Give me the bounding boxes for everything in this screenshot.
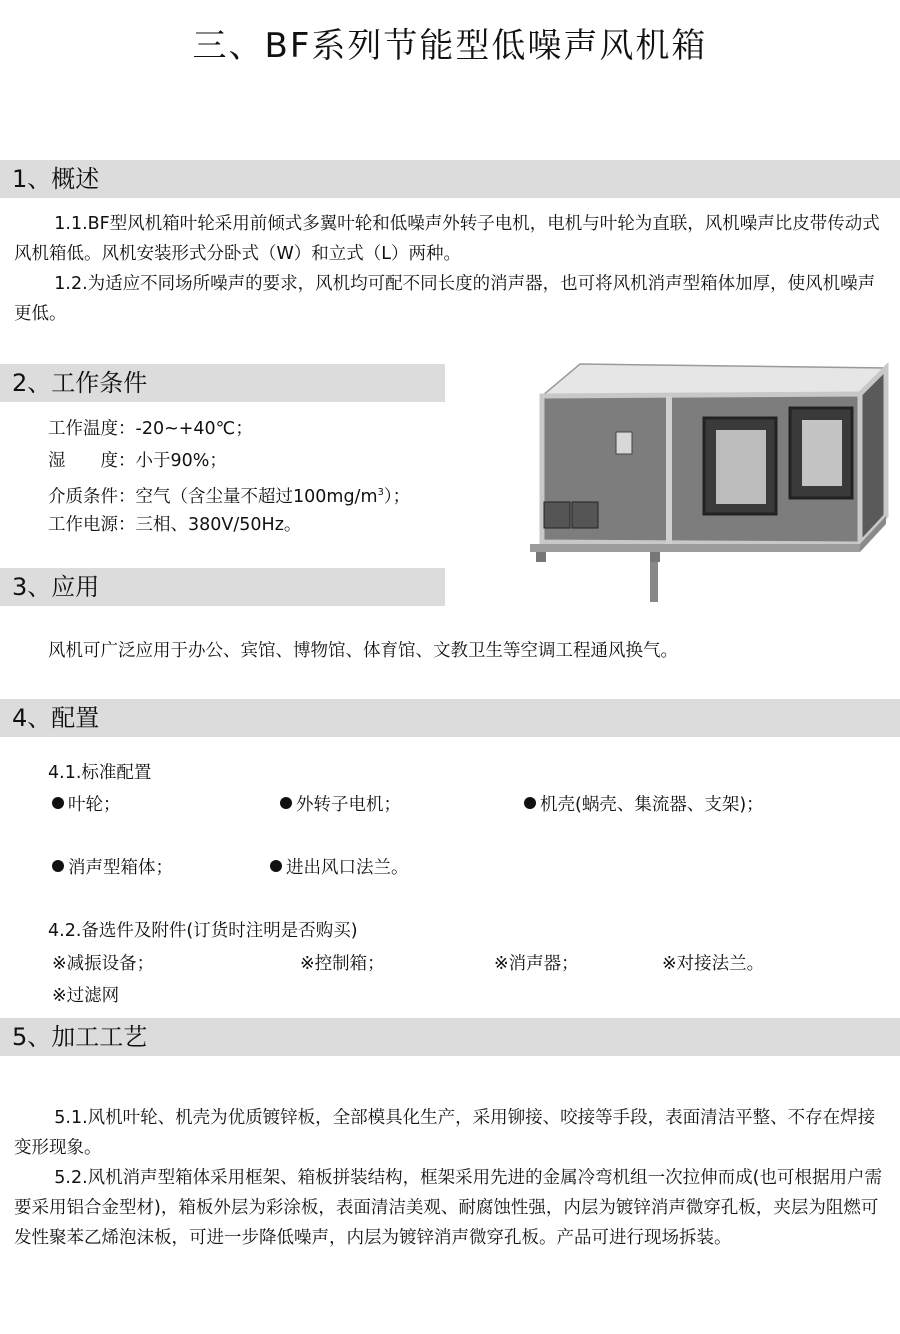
medium-end: ）； bbox=[383, 486, 411, 507]
page-title: 三、BF系列节能型低噪声风机箱 bbox=[192, 26, 708, 66]
opt-item-flange: ※对接法兰。 bbox=[662, 954, 765, 974]
bullet-icon bbox=[280, 797, 292, 809]
medium-conditions bbox=[48, 478, 410, 512]
process-text bbox=[14, 1103, 888, 1253]
section-heading-configuration: 4、配置 bbox=[0, 699, 900, 737]
opt-item-filter: ※过滤网 bbox=[52, 986, 120, 1006]
std-item-label: 机壳(蜗壳、集流器、支架)； bbox=[540, 795, 764, 815]
section-heading-application: 3、应用 bbox=[0, 568, 445, 606]
power-supply: 工作电源：三相、380V/50Hz。 bbox=[48, 515, 302, 535]
opt-item-silencer: ※消声器； bbox=[494, 954, 579, 974]
overview-text bbox=[14, 209, 888, 329]
std-item-label: 进出风口法兰。 bbox=[286, 858, 409, 878]
application-text: 风机可广泛应用于办公、宾馆、博物馆、体育馆、文教卫生等空调工程通风换气。 bbox=[48, 641, 678, 661]
bullet-icon bbox=[524, 797, 536, 809]
section-heading-process: 5、加工工艺 bbox=[0, 1018, 900, 1056]
standard-config-title: 4.1.标准配置 bbox=[48, 763, 152, 783]
medium-superscript: 3 bbox=[377, 487, 384, 498]
bullet-icon bbox=[52, 797, 64, 809]
humidity bbox=[48, 446, 227, 476]
std-item-label: 外转子电机； bbox=[296, 795, 401, 815]
optional-config-title: 4.2.备选件及附件(订货时注明是否购买) bbox=[48, 921, 358, 941]
std-item-motor bbox=[280, 790, 401, 820]
std-item-box bbox=[52, 853, 173, 883]
section-heading-conditions: 2、工作条件 bbox=[0, 364, 445, 402]
bullet-icon bbox=[270, 860, 282, 872]
medium-text: 介质条件：空气（含尘量不超过100mg/m bbox=[48, 486, 378, 507]
section-heading-overview: 1、概述 bbox=[0, 160, 900, 198]
bullet-icon bbox=[52, 860, 64, 872]
opt-item-damping: ※减振设备； bbox=[52, 954, 155, 974]
process-paragraph-2: 5.2.风机消声型箱体采用框架、箱板拼装结构，框架采用先进的金属冷弯机组一次拉伸而成(也可根据用户需要采用铝合金型材)，箱板外层为彩涂板，表面清洁美观、耐腐蚀性强，内层为镀锌消声微穿孔板，夹层为阻燃可发性聚苯乙烯泡沫板，可进一步降低噪声，内层为镀锌消声微穿孔板。产品可进行现场拆装。 bbox=[14, 1168, 882, 1248]
std-item-label: 消声型箱体； bbox=[68, 858, 173, 878]
fan-box-photo bbox=[520, 358, 898, 608]
overview-paragraph-2: 1.2.为适应不同场所噪声的要求，风机均可配不同长度的消声器，也可将风机消声型箱体加厚，使风机噪声更低。 bbox=[14, 274, 876, 324]
humidity-label: 湿 度： bbox=[48, 451, 136, 471]
std-item-casing bbox=[524, 790, 764, 820]
std-item-flange bbox=[270, 853, 409, 883]
opt-item-control-box: ※控制箱； bbox=[300, 954, 385, 974]
overview-paragraph-1: 1.1.BF型风机箱叶轮采用前倾式多翼叶轮和低噪声外转子电机，电机与叶轮为直联，风机噪声比皮带传动式风机箱低。风机安装形式分卧式（W）和立式（L）两种。 bbox=[14, 214, 880, 264]
std-item-label: 叶轮； bbox=[68, 795, 121, 815]
humidity-value: 小于90%； bbox=[135, 451, 227, 471]
std-item-impeller bbox=[52, 790, 121, 820]
working-temperature: 工作温度：-20~+40℃； bbox=[48, 419, 253, 439]
process-paragraph-1: 5.1.风机叶轮、机壳为优质镀锌板，全部模具化生产，采用铆接、咬接等手段，表面清洁平整、不存在焊接变形现象。 bbox=[14, 1108, 876, 1158]
